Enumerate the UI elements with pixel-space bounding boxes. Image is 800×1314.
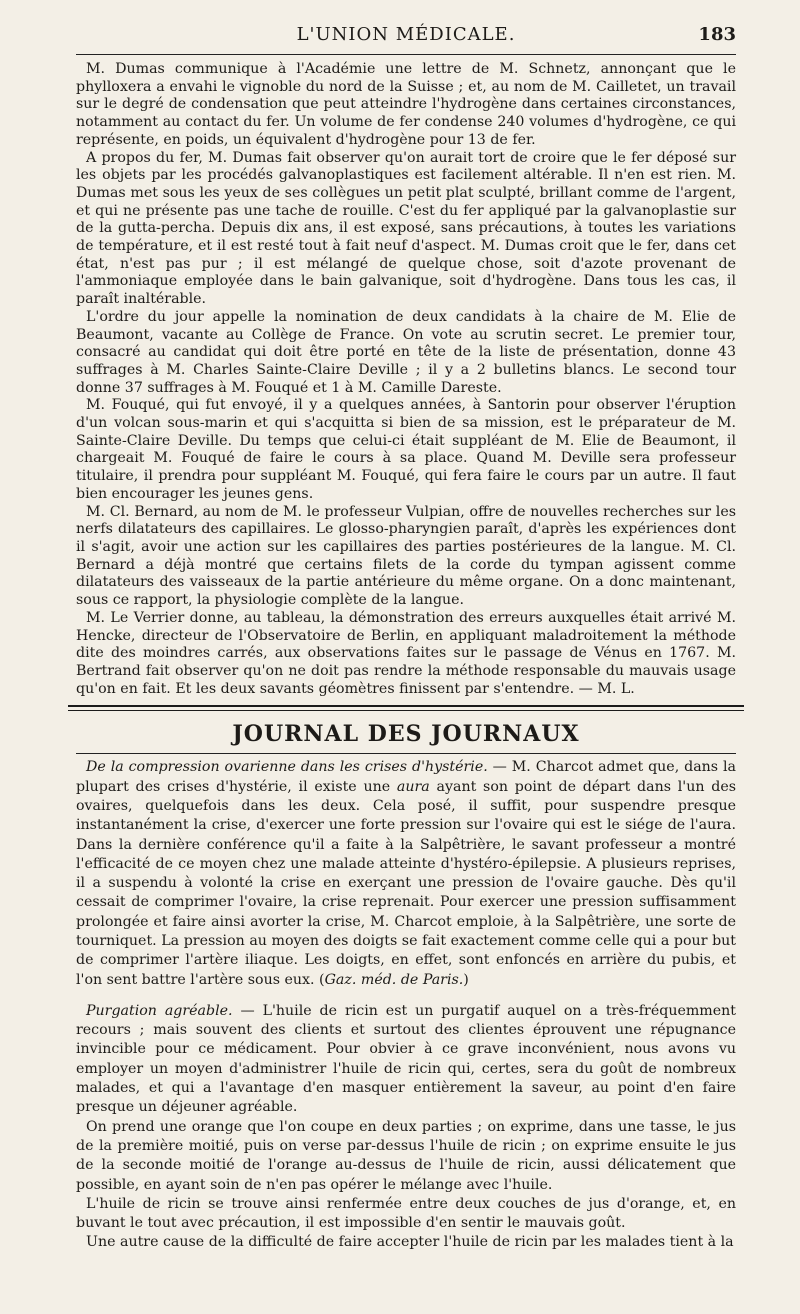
paragraph: M. Fouqué, qui fut envoyé, il y a quelques années, à Santorin pour observer l'éruption d'un volcan sous-marin et qui s'acquitta si bien de sa mission, est le préparateur de M. Sainte-Claire Deville. Du temps que celui-ci était suppléant de M. Elie de Beaumont, il chargeait M. Fouqué de faire le cours à sa place. Quand M. Deville sera professeur titulaire, il prendra pour suppléant M. Fouqué, qui fera faire le cours par un autre. Il faut bien encourager les jeunes gens. [76, 397, 736, 502]
academy-report [76, 61, 736, 698]
paragraph: A propos du fer, M. Dumas fait observer qu'on aurait tort de croire que le fer déposé sur les objets par les procédés galvanoplastiques est facilement altérable. Il n'en est rien. M. Dumas met sous les yeux de ses collègues un petit plat sculpté, brillant comme de l'argent, et qui ne présente pas une tache de rouille. C'est du fer appliqué par la galvanoplastie sur de la gutta-percha. Depuis dix ans, il est exposé, sans précautions, à toutes les variations de température, et il est resté tout à fait neuf d'aspect. M. Dumas croit que le fer, dans cet état, n'est pas pur ; il est mélangé de quelque chose, soit d'azote provenant de l'ammoniaque employée dans le bain galvanique, soit d'hydrogène. Dans tous les cas, il paraît inaltérable. [76, 149, 736, 308]
paragraph: On prend une orange que l'on coupe en deux parties ; on exprime, dans une tasse, le jus de la première moitié, puis on verse par-dessus l'huile de ricin ; on exprime ensuite le jus de la seconde moitié de l'orange au-dessus de l'huile de ricin, aussi délicatement que possible, en ayant soin de n'en pas opérer le mélange avec l'huile. [76, 1118, 736, 1193]
paragraph: L'huile de ricin se trouve ainsi renfermée entre deux couches de jus d'orange, et, en buvant le tout avec précaution, il est impossible d'en sentir le mauvais goût. [76, 1195, 736, 1232]
paragraph: M. Cl. Bernard, au nom de M. le professeur Vulpian, offre de nouvelles recherches sur les nerfs dilatateurs des capillaires. Le glosso-pharyngien paraît, d'après les expériences dont il s'agit, avoir une action sur les capillaires des parties postérieures de la langue. M. Cl. Bernard a déjà montré que certains filets de la corde du tympan agissent comme dilatateurs des vaisseaux de la partie antérieure du même organe. On a donc maintenant, sous ce rapport, la physiologie complète de la langue. [76, 503, 736, 609]
running-head [76, 24, 736, 55]
section-heading: JOURNAL DES JOURNAUX [76, 721, 736, 754]
section-divider [68, 705, 744, 711]
paragraph: L'ordre du jour appelle la nomination de deux candidats à la chaire de M. Elie de Beaumont, vacante au Collège de France. On vote au scrutin secret. Le premier tour, consacré au candidat qui doit être porté en tête de la liste de présentation, donne 43 suffrages à M. Charles Sainte-Claire Deville ; il y a 2 bulletins blancs. Le second tour donne 37 suffrages à M. Fouqué et 1 à M. Camille Dareste. [76, 308, 736, 396]
article-source: Gaz. méd. de Paris. [324, 971, 464, 988]
article-text: ayant son point de départ dans l'un des ovaires, quelquefois dans les deux. Cela posé, il suffit, pour suspendre presque instantanément la crise, d'exercer une forte pression sur l'ovaire qui est le siége de l'aura. Dans la dernière conférence qu'il a faite à la Salpêtrière, le savant professeur a montré l'efficacité de ce moyen chez une malade atteinte d'hystéro-épilepsie. A plusieurs reprises, il a suspendu à volonté la crise en exerçant une pression de l'ovaire gauche. Dès qu'il cessait de comprimer l'ovaire, la crise reprenait. Pour exercer une pression suffisamment prolongée et faire ainsi avorter la crise, M. Charcot emploie, à la Salpêtrière, une sorte de tourniquet. La pression au moyen des doigts se fait exactement comme celle qui a pour but de comprimer l'artère iliaque. Les doigts, en effet, sont enfoncés en arrière du pubis, et l'on sent battre l'artère sous eux. ( [76, 778, 736, 988]
paragraph: Une autre cause de la difficulté de faire accepter l'huile de ricin par les malades tient à la [86, 1234, 734, 1251]
journal-des-journaux [76, 758, 736, 1252]
article-title: Purgation agréable. [86, 1002, 233, 1019]
paragraph: M. Dumas communique à l'Académie une lettre de M. Schnetz, annonçant que le phylloxera a envahi le vignoble du nord de la Suisse ; et, au nom de M. Cailletet, un travail sur le degré de condensation que peut atteindre l'hydrogène dans certaines circonstances, notamment au contact du fer. Un volume de fer condense 240 volumes d'hydrogène, ce qui représente, en poids, un équivalent d'hydrogène pour 13 de fer. [76, 61, 736, 148]
italic-term: aura [396, 778, 430, 795]
article-purgation-agreable [76, 1002, 736, 1118]
paragraph: M. Le Verrier donne, au tableau, la démonstration des erreurs auxquelles était arrivé M. Hencke, directeur de l'Observatoire de Berlin, en appliquant maladroitement la méthode dite des moindres carrés, aux observations faites sur le passage de Vénus en 1767. M. Bertrand fait observer qu'on ne doit pas rendre la méthode responsable du mauvais usage qu'on en fait. Et les deux savants géomètres finissent par s'entendre. — M. L. [76, 609, 736, 697]
article-title: De la compression ovarienne dans les crises d'hystérie. [86, 759, 488, 776]
article-text: — L'huile de ricin est un purgatif auquel on a très-fréquemment recours ; mais souvent des clients et surtout des clientes éprouvent une répugnance invincible pour ce médicament. Pour obvier à ce grave inconvénient, nous avons vu employer un moyen d'administrer l'huile de ricin qui, certes, sera du goût de nombreux malades, et qui a l'avantage d'en masquer entièrement la saveur, au point d'en faire presque un déjeuner agréable. [76, 1002, 736, 1116]
journal-title: L'UNION MÉDICALE. [296, 24, 516, 45]
article-text: ) [463, 971, 469, 988]
paragraph-gap [76, 990, 736, 1002]
article-text: — M. Charcot admet que, dans la plupart des crises d'hystérie, il existe une [76, 759, 736, 795]
page-number: 183 [698, 24, 736, 45]
article-compression-ovarienne [76, 758, 736, 990]
